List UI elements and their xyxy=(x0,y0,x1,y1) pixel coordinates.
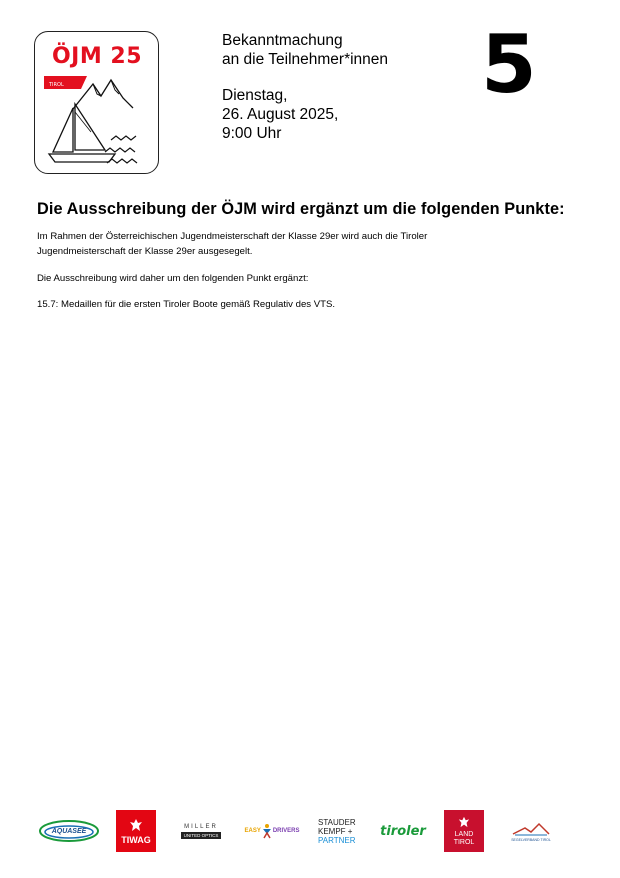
announcement-number: 5 xyxy=(481,18,537,111)
date-line-3: 9:00 Uhr xyxy=(222,125,282,142)
tiwag-eagle-icon xyxy=(129,818,143,832)
sponsor-aquasee-logo xyxy=(38,810,100,852)
drivers-text: DRIVERS xyxy=(272,828,300,834)
logo-flag-text: TIROL xyxy=(49,82,64,88)
date-line-1: Dienstag, xyxy=(222,87,288,104)
title-line-2: an die Teilnehmer*innen xyxy=(222,51,389,68)
sponsor-miller-logo xyxy=(178,810,224,852)
sponsor-tiwag-logo xyxy=(116,810,156,852)
notice-paragraph-1: Im Rahmen der Österreichischen Jugendmeisterschaft der Klasse 29er wird auch die Tiroler Jugendmeisterschaft der Klasse 29er ausgesegelt. xyxy=(37,231,428,257)
date-line-2: 26. August 2025, xyxy=(222,106,339,123)
segelverband-mountain-icon xyxy=(511,820,551,838)
miller-subtext: UNITED OPTICS xyxy=(181,832,222,839)
sponsor-tiroler-logo xyxy=(379,810,427,852)
stauder-line-1: STAUDER xyxy=(318,817,356,827)
land-tirol-eagle-icon xyxy=(458,816,470,828)
title-line-1: Bekanntmachung xyxy=(222,32,343,49)
easy-text: EASY xyxy=(244,828,261,834)
notice-paragraph-3: 15.7: Medaillen für die ersten Tiroler Boote gemäß Regulativ des VTS. xyxy=(37,299,336,310)
stauder-line-3: PARTNER xyxy=(318,835,356,845)
land-text: LAND xyxy=(454,830,474,838)
announcement-date xyxy=(222,86,338,143)
sponsor-landtirol-logo xyxy=(444,810,484,852)
notice-heading: Die Ausschreibung der ÖJM wird ergänzt um die folgenden Punkte: xyxy=(37,200,565,218)
aquasee-text: AQUASEE xyxy=(51,827,87,835)
easydrivers-figure-icon xyxy=(261,823,273,839)
logo-text: ÖJM 25 xyxy=(51,44,143,69)
tiwag-text: TIWAG xyxy=(121,834,151,845)
sponsor-segelverband-logo xyxy=(506,810,556,852)
notice-paragraph-2: Die Ausschreibung wird daher um den folgenden Punkt ergänzt: xyxy=(37,273,309,284)
sponsor-stauder-logo xyxy=(318,810,366,852)
stauder-line-2: KEMPF + xyxy=(318,826,353,836)
segelverband-text: SEGELVERBAND TIROL xyxy=(511,838,551,842)
event-logo xyxy=(34,31,159,174)
sponsor-easydrivers-logo xyxy=(243,810,301,852)
miller-text: MILLER xyxy=(184,823,218,830)
tirol-text: TIROL xyxy=(453,838,475,846)
tiroler-text: tiroler xyxy=(380,823,426,839)
announcement-title xyxy=(222,31,388,69)
